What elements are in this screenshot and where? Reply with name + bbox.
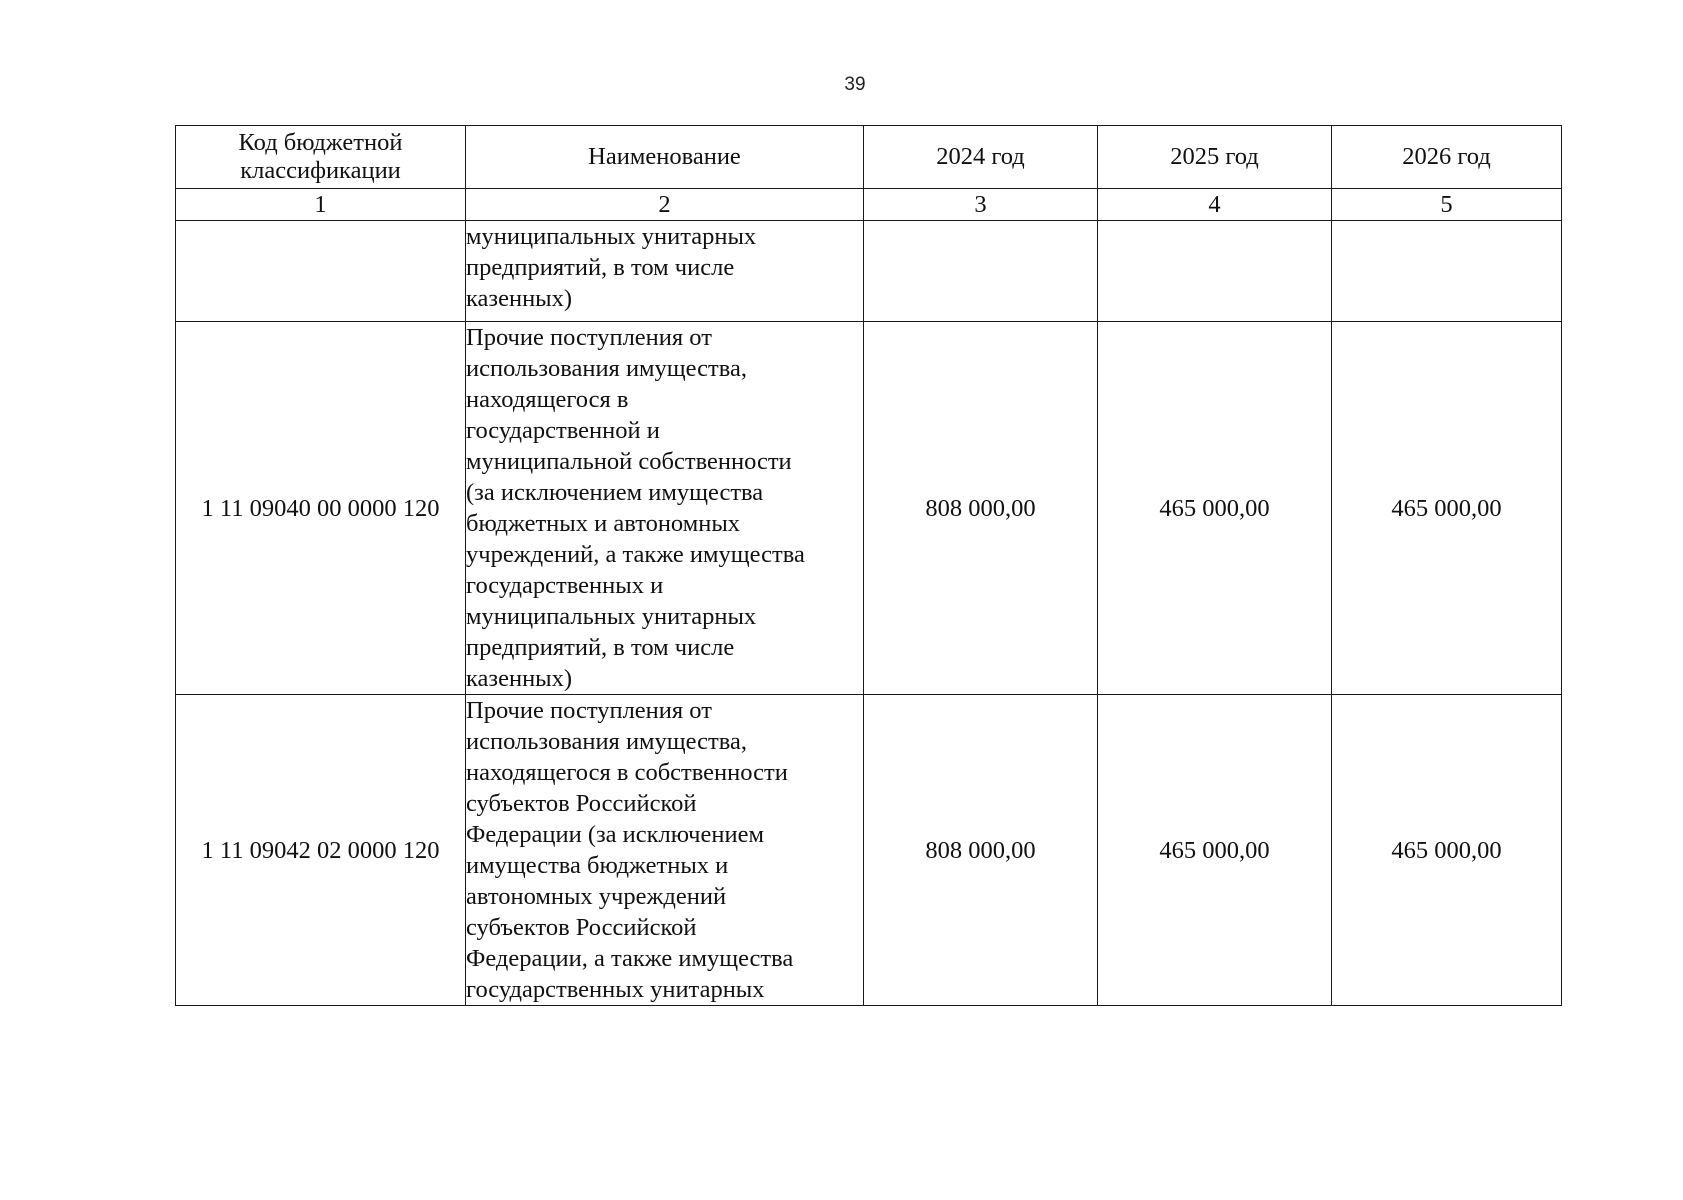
row-value-2024: 808 000,00 [864,695,1098,1006]
row-name-line: субъектов Российской [466,914,697,941]
row-name-line: предприятий, в том числе [466,254,735,281]
header-2025: 2025 год [1098,126,1332,189]
row-name [466,695,864,1006]
header-budget-code [176,126,466,189]
row-name-line: государственных и [466,572,664,599]
row-value-2026 [1332,221,1562,322]
row-code: 1 11 09040 00 0000 120 [176,322,466,695]
row-value-2026: 465 000,00 [1332,695,1562,1006]
column-number: 3 [864,189,1098,221]
row-name-line: Прочие поступления от [466,324,712,351]
table-row [176,695,1562,1006]
row-name-line: казенных) [466,665,573,692]
row-value-2024 [864,221,1098,322]
row-value-2025 [1098,221,1332,322]
column-number: 4 [1098,189,1332,221]
row-name-line: имущества бюджетных и [466,852,729,879]
header-budget-code-line: Код бюджетной [238,129,403,156]
column-number: 1 [176,189,466,221]
row-name [466,322,864,695]
column-number-row [176,189,1562,221]
row-name-line: муниципальных унитарных [466,223,757,250]
table-header-row [176,126,1562,189]
row-name-line: (за исключением имущества [466,479,764,506]
row-name-line: автономных учреждений [466,883,727,910]
header-2024: 2024 год [864,126,1098,189]
budget-table [175,125,1562,1006]
row-name-line: учреждений, а также имущества [466,541,805,568]
page-number: 39 [844,74,866,95]
column-number: 2 [466,189,864,221]
row-name [466,221,864,322]
row-name-line: находящегося в собственности [466,759,788,786]
row-value-2024: 808 000,00 [864,322,1098,695]
row-code [176,221,466,322]
row-name-line: муниципальной собственности [466,448,792,475]
header-2026: 2026 год [1332,126,1562,189]
row-name-line: муниципальных унитарных [466,603,757,630]
header-budget-code-line: классификации [240,157,401,184]
row-name-line: государственных унитарных [466,976,765,1003]
row-name-line: бюджетных и автономных [466,510,741,537]
row-name-line: Федерации, а также имущества [466,945,794,972]
column-number: 5 [1332,189,1562,221]
row-name-line: находящегося в [466,386,629,413]
row-name-line: государственной и [466,417,660,444]
row-code: 1 11 09042 02 0000 120 [176,695,466,1006]
row-name-line: Федерации (за исключением [466,821,764,848]
row-value-2025: 465 000,00 [1098,695,1332,1006]
row-value-2025: 465 000,00 [1098,322,1332,695]
row-value-2026: 465 000,00 [1332,322,1562,695]
row-name-line: Прочие поступления от [466,697,712,724]
row-name-line: использования имущества, [466,728,747,755]
header-name: Наименование [466,126,864,189]
row-name-line: казенных) [466,285,573,312]
row-name-line: использования имущества, [466,355,747,382]
table-row [176,322,1562,695]
row-name-line: предприятий, в том числе [466,634,735,661]
table-row [176,221,1562,322]
row-name-line: субъектов Российской [466,790,697,817]
